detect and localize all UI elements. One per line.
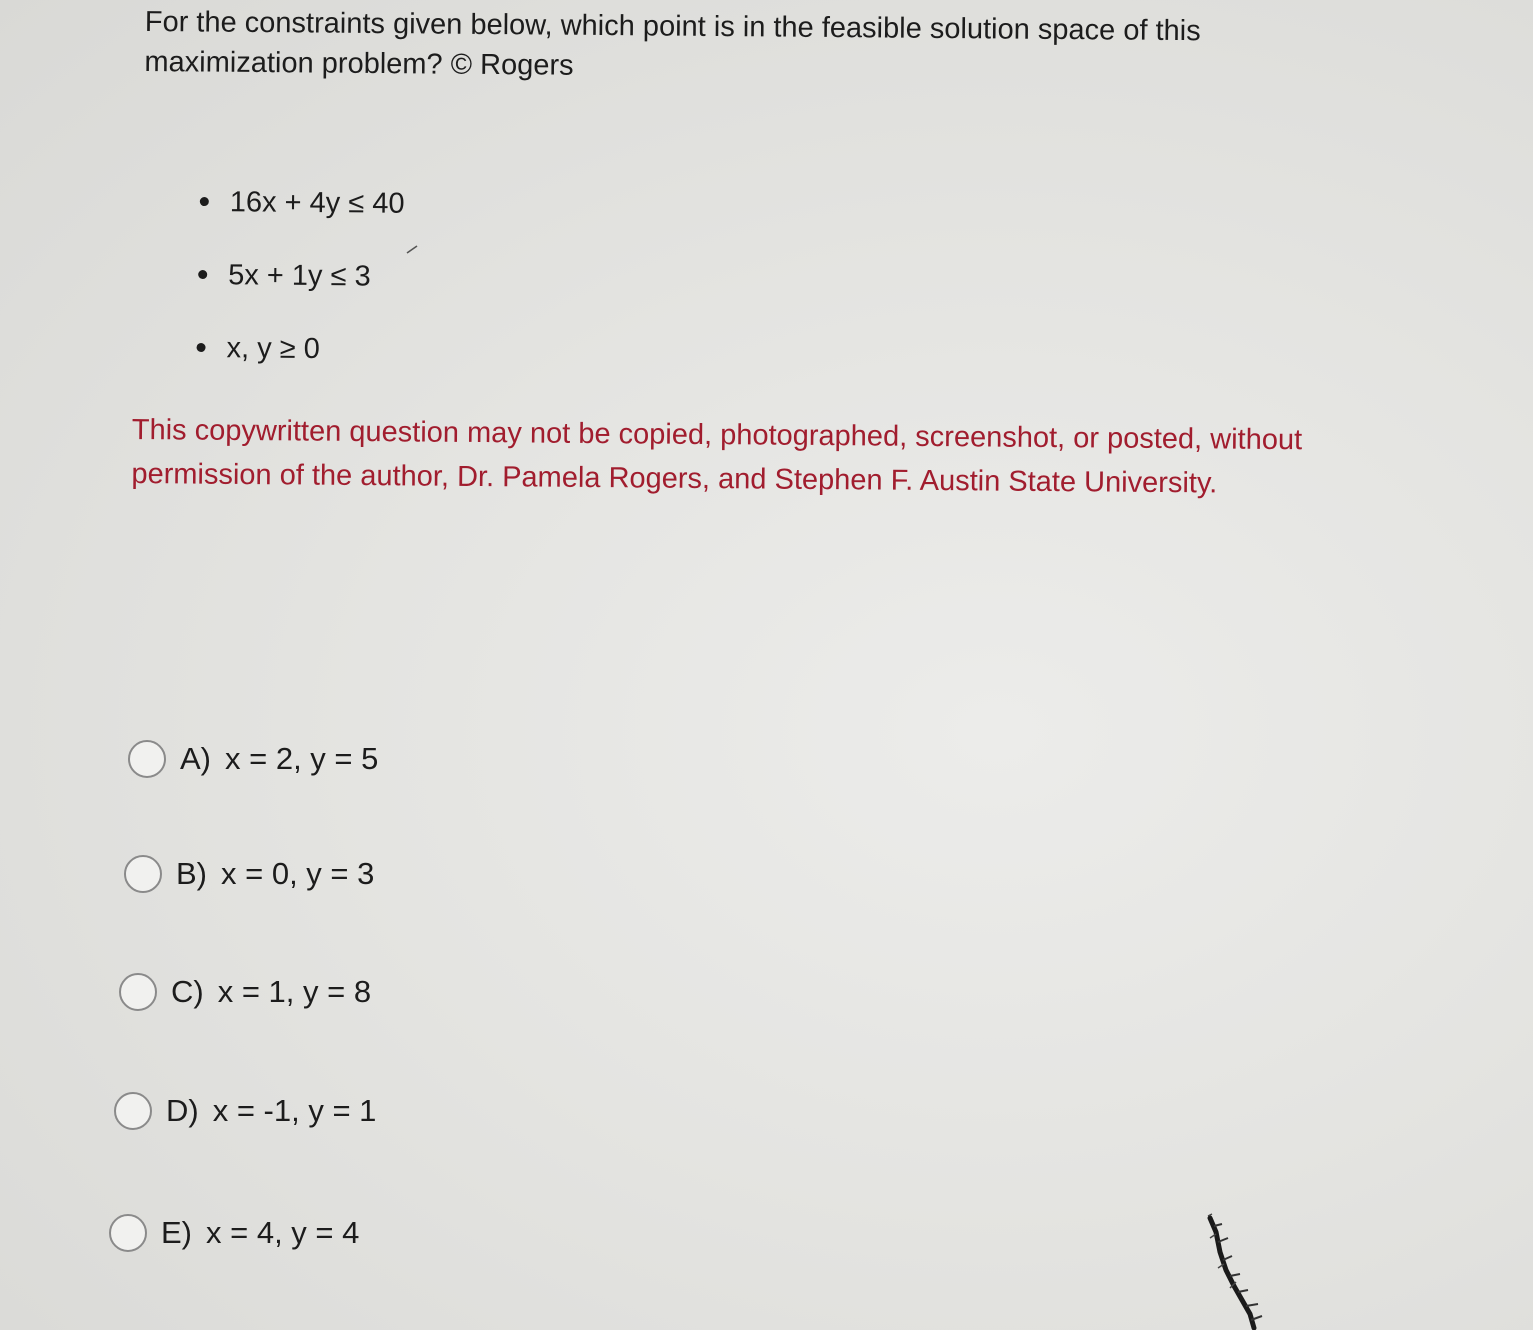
option-letter: D) — [166, 1093, 199, 1128]
constraint-text: 5x + 1y ≤ 3 — [228, 259, 371, 293]
radio-button-unselected-icon[interactable] — [114, 1092, 152, 1130]
stray-mark — [406, 244, 418, 254]
answer-option-e[interactable] — [109, 1214, 359, 1252]
answer-option-b[interactable] — [124, 855, 374, 893]
bullet-icon — [197, 343, 206, 352]
bullet-icon — [200, 197, 209, 206]
option-letter: B) — [176, 856, 207, 891]
option-letter: A) — [180, 741, 211, 776]
screen-smudge-mark — [1196, 1212, 1296, 1330]
constraint-item — [199, 182, 404, 257]
constraint-item — [196, 328, 403, 403]
option-text: x = 1, y = 8 — [217, 974, 372, 1009]
constraint-text: 16x + 4y ≤ 40 — [229, 186, 405, 220]
radio-button-unselected-icon[interactable] — [109, 1214, 147, 1252]
option-letter: C) — [171, 974, 204, 1009]
radio-button-unselected-icon[interactable] — [128, 740, 166, 778]
radio-button-unselected-icon[interactable] — [124, 855, 162, 893]
bullet-icon — [198, 270, 207, 279]
answer-option-a[interactable] — [128, 740, 378, 778]
copyright-notice: This copywritten question may not be copied, photographed, screenshot, or posted, without permission of the author, Dr. Pamela Rogers, and Stephen F. Austin State University. — [131, 413, 1303, 500]
radio-button-unselected-icon[interactable] — [119, 973, 157, 1011]
constraint-item — [198, 255, 404, 330]
option-text: x = 4, y = 4 — [206, 1215, 360, 1250]
answer-option-d[interactable] — [114, 1092, 376, 1130]
option-text: x = 0, y = 3 — [221, 856, 375, 891]
option-text: x = -1, y = 1 — [212, 1093, 377, 1128]
answer-option-c[interactable] — [119, 973, 371, 1011]
option-letter: E) — [161, 1215, 192, 1250]
question-text: For the constraints given below, which point is in the feasible solution space of this maximization problem? © Rogers — [144, 5, 1201, 82]
option-text: x = 2, y = 5 — [225, 741, 379, 776]
constraints-list — [198, 182, 405, 403]
constraint-text: x, y ≥ 0 — [226, 332, 320, 366]
